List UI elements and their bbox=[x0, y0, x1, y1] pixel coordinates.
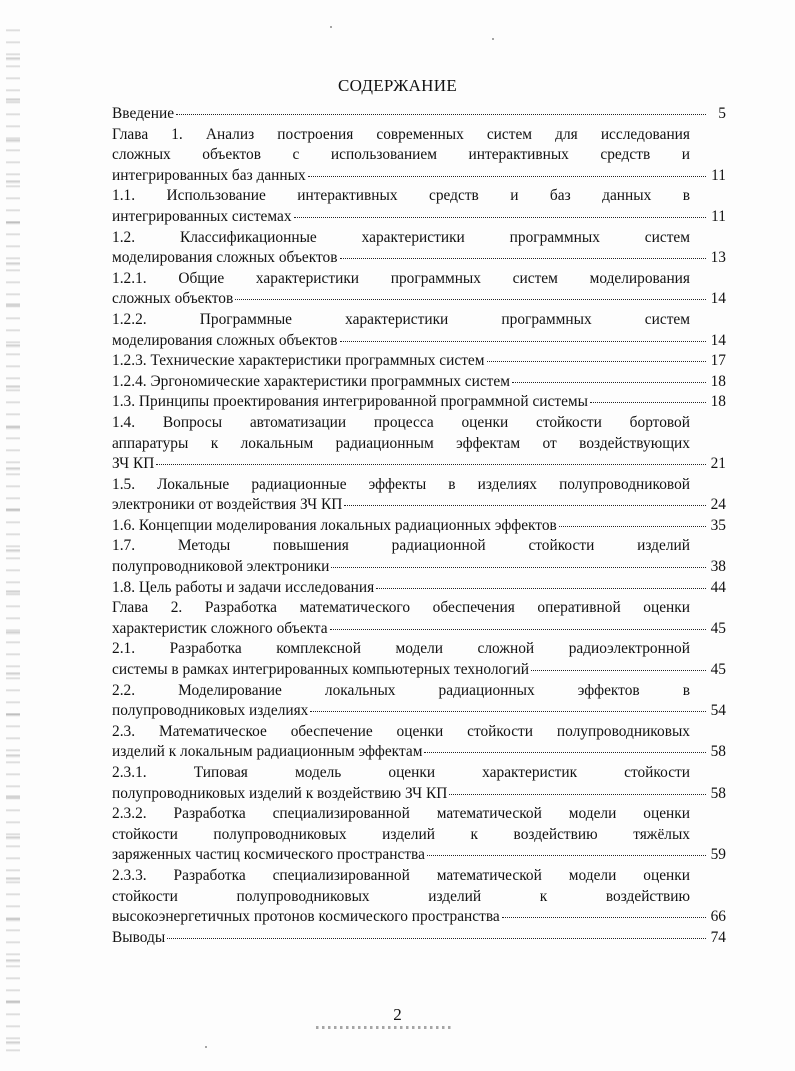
toc-entry-page: 17 bbox=[710, 352, 726, 370]
toc-leader-dots bbox=[559, 526, 706, 527]
toc-entry-final-line bbox=[112, 557, 726, 578]
toc-entry-text: характеристик сложного объекта bbox=[112, 619, 328, 637]
toc-entry-final-line bbox=[112, 372, 726, 393]
toc-entry-line: 2.2. Моделирование локальных радиационных эффектов в bbox=[112, 681, 690, 699]
toc-leader-dots bbox=[310, 711, 706, 712]
toc-entry-page: 58 bbox=[710, 784, 726, 802]
toc-entry-text: Введение bbox=[112, 105, 175, 122]
toc-entry bbox=[112, 413, 726, 475]
toc-leader-dots bbox=[427, 855, 706, 856]
toc-entry-page: 14 bbox=[710, 331, 726, 349]
toc-entry-final-line bbox=[112, 166, 726, 187]
toc-entry-final-line bbox=[112, 742, 726, 763]
toc-entry-line: 1.2.1. Общие характеристики программных систем моделирования bbox=[112, 269, 690, 287]
toc-leader-dots bbox=[156, 464, 706, 465]
toc-leader-dots bbox=[424, 752, 706, 753]
toc-entry-line: 1.7. Методы повышения радиационной стойкости изделий bbox=[112, 537, 690, 555]
toc-entry-page: 38 bbox=[710, 558, 726, 576]
scan-speck bbox=[492, 38, 494, 40]
toc-entry-page: 13 bbox=[710, 249, 726, 267]
toc-entry-line: аппаратуры к локальным радиационным эффектам от воздействующих bbox=[112, 434, 690, 452]
toc-entry-final-line bbox=[112, 495, 726, 516]
toc-entry-text: Выводы bbox=[112, 928, 166, 946]
toc-entry bbox=[112, 392, 726, 413]
toc-entry-final-line bbox=[112, 289, 726, 310]
toc-entry-text: 1.2.4. Эргономические характеристики программных систем bbox=[112, 372, 510, 390]
toc-entry bbox=[112, 475, 726, 516]
toc-entry-page: 45 bbox=[710, 661, 726, 679]
toc-entry-final-line bbox=[112, 248, 726, 269]
toc-leader-dots bbox=[331, 567, 706, 568]
toc-entry-text: 1.8. Цель работы и задачи исследования bbox=[112, 578, 375, 596]
toc-leader-dots bbox=[340, 258, 706, 259]
toc-entry-line: 2.3.2. Разработка специализированной математической модели оценки bbox=[112, 805, 690, 823]
toc-entry-page: 18 bbox=[710, 393, 726, 411]
toc-entry-line: 2.3.1. Типовая модель оценки характеристик стойкости bbox=[112, 764, 690, 781]
toc-entry bbox=[112, 536, 726, 577]
scan-speck bbox=[330, 26, 332, 28]
toc-entry bbox=[112, 722, 726, 763]
toc-entry-line: сложных объектов с использованием интерактивных средств и bbox=[112, 146, 690, 164]
toc-entry-text: 1.3. Принципы проектирования интегрированной программной системы bbox=[112, 393, 588, 411]
toc-entry-final-line bbox=[112, 701, 726, 722]
toc-entry-final-line bbox=[112, 845, 726, 866]
toc-leader-dots bbox=[487, 361, 707, 362]
scan-edge-artifact bbox=[6, 20, 20, 1060]
toc-entry-final-line bbox=[112, 207, 726, 228]
toc-entry-page: 35 bbox=[710, 516, 726, 534]
toc-entry-text: интегрированных баз данных bbox=[112, 166, 306, 184]
toc-entry-line: 2.3.3. Разработка специализированной математической модели оценки bbox=[112, 866, 690, 884]
toc-entry-page: 66 bbox=[710, 908, 726, 926]
scan-smudge bbox=[316, 1026, 452, 1029]
toc-entry-page: 11 bbox=[711, 166, 726, 184]
toc-entry-text: высокоэнергетичных протонов космического пространства bbox=[112, 908, 500, 926]
toc-entry-line: 2.3. Математическое обеспечение оценки стойкости полупроводниковых bbox=[112, 722, 690, 740]
toc-entry-text: интегрированных системах bbox=[112, 207, 292, 225]
toc-entry-page: 54 bbox=[710, 702, 726, 720]
toc-entry-text: сложных объектов bbox=[112, 290, 234, 308]
toc-entry-line: 2.1. Разработка комплексной модели сложной радиоэлектронной bbox=[112, 640, 690, 658]
toc-entry-line: 1.4. Вопросы автоматизации процесса оценки стойкости бортовой bbox=[112, 413, 690, 431]
toc-entry-final-line bbox=[112, 331, 726, 352]
toc-entry-final-line bbox=[112, 660, 726, 681]
toc-leader-dots bbox=[235, 299, 706, 300]
toc-entry bbox=[112, 804, 726, 866]
toc-entry-final-line bbox=[112, 578, 726, 599]
toc-entry-page: 21 bbox=[710, 455, 726, 473]
toc-entry-text: ЗЧ КП bbox=[112, 455, 155, 473]
toc-entry-final-line bbox=[112, 928, 726, 949]
toc-entry bbox=[112, 763, 726, 804]
toc-leader-dots bbox=[449, 794, 706, 795]
toc-entry-line: Глава 1. Анализ построения современных систем для исследования bbox=[112, 125, 690, 143]
toc-leader-dots bbox=[531, 670, 706, 671]
toc-entry-text: моделирования сложных объектов bbox=[112, 249, 338, 267]
toc-entry-line: 1.2.2. Программные характеристики программных систем bbox=[112, 310, 690, 328]
toc-entry bbox=[112, 228, 726, 269]
toc-entry bbox=[112, 578, 726, 599]
toc-entry-final-line bbox=[112, 392, 726, 413]
toc-entry-text: заряженных частиц космического пространства bbox=[112, 846, 425, 864]
toc-entry bbox=[112, 928, 726, 949]
toc-entry bbox=[112, 186, 726, 227]
toc-entry bbox=[112, 104, 726, 125]
toc-entry-page: 24 bbox=[710, 496, 726, 514]
toc-entry-text: электроники от воздействия ЗЧ КП bbox=[112, 496, 343, 514]
toc-entry-text: 1.6. Концепции моделирования локальных радиационных эффектов bbox=[112, 516, 557, 534]
toc-leader-dots bbox=[176, 114, 706, 115]
toc-entry-text: полупроводниковых изделий к воздействию ЗЧ КП bbox=[112, 784, 448, 802]
toc-leader-dots bbox=[340, 341, 706, 342]
toc-entry-page: 14 bbox=[710, 290, 726, 308]
toc-entry-final-line bbox=[112, 784, 726, 805]
toc-entry-text: 1.2.3. Технические характеристики программных систем bbox=[112, 352, 485, 370]
toc-title: СОДЕРЖАНИЕ bbox=[337, 76, 458, 95]
toc-entry bbox=[112, 125, 726, 187]
toc-entry bbox=[112, 269, 726, 310]
toc-entry-line: 1.1. Использование интерактивных средств и баз данных в bbox=[112, 187, 690, 205]
toc-entry-line: 1.5. Локальные радиационные эффекты в изделиях полупроводниковой bbox=[112, 475, 690, 493]
toc-entry-line: стойкости полупроводниковых изделий к воздействию тяжёлых bbox=[112, 825, 690, 843]
table-of-contents bbox=[112, 104, 726, 948]
toc-entry-line: стойкости полупроводниковых изделий к воздействию bbox=[112, 887, 690, 905]
toc-entry-text: системы в рамках интегрированных компьютерных технологий bbox=[112, 661, 529, 679]
toc-leader-dots bbox=[330, 629, 706, 630]
toc-entry bbox=[112, 598, 726, 639]
toc-entry bbox=[112, 866, 726, 928]
toc-leader-dots bbox=[376, 588, 706, 589]
toc-leader-dots bbox=[502, 917, 706, 918]
toc-entry-page: 45 bbox=[710, 619, 726, 637]
toc-entry-final-line bbox=[112, 516, 726, 537]
scan-speck bbox=[205, 1046, 207, 1048]
toc-entry-page: 44 bbox=[710, 578, 726, 596]
toc-entry-final-line bbox=[112, 454, 726, 475]
toc-entry-text: полупроводниковых изделиях bbox=[112, 702, 309, 720]
toc-entry-final-line bbox=[112, 619, 726, 640]
toc-entry-page: 74 bbox=[710, 928, 726, 946]
page-number: 2 bbox=[393, 1005, 402, 1024]
toc-entry bbox=[112, 516, 726, 537]
toc-entry bbox=[112, 310, 726, 351]
toc-entry-line: 1.2. Классификационные характеристики программных систем bbox=[112, 228, 690, 246]
toc-entry bbox=[112, 639, 726, 680]
toc-entry-page: 11 bbox=[711, 207, 726, 225]
toc-entry-page: 5 bbox=[718, 105, 726, 122]
toc-entry-final-line bbox=[112, 907, 726, 928]
toc-leader-dots bbox=[294, 217, 706, 218]
toc-leader-dots bbox=[344, 505, 706, 506]
toc-entry bbox=[112, 372, 726, 393]
toc-leader-dots bbox=[590, 402, 706, 403]
toc-entry bbox=[112, 351, 726, 372]
toc-entry bbox=[112, 681, 726, 722]
toc-entry-text: моделирования сложных объектов bbox=[112, 331, 338, 349]
toc-entry-text: изделий к локальным радиационным эффектам bbox=[112, 743, 423, 761]
toc-entry-page: 59 bbox=[710, 846, 726, 864]
toc-leader-dots bbox=[512, 382, 706, 383]
toc-entry-line: Глава 2. Разработка математического обеспечения оперативной оценки bbox=[112, 599, 690, 617]
toc-entry-text: полупроводниковой электроники bbox=[112, 558, 330, 576]
toc-entry-page: 18 bbox=[710, 372, 726, 390]
toc-entry-final-line bbox=[112, 351, 726, 372]
toc-entry-final-line bbox=[112, 104, 726, 125]
toc-leader-dots bbox=[167, 938, 706, 939]
toc-leader-dots bbox=[308, 176, 706, 177]
toc-entry-page: 58 bbox=[710, 743, 726, 761]
